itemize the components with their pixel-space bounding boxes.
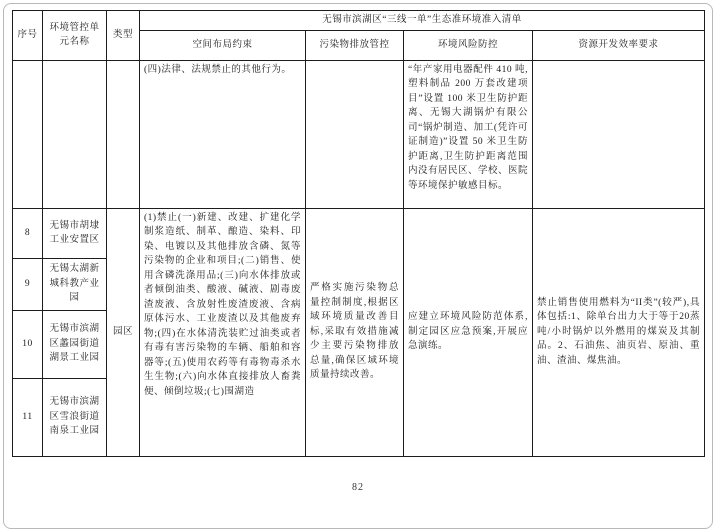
- continuation-risk-text: “年产家用电器配件 410 吨,塑料制品 200 万套改建项目”设置 100 米卫生防护距离、无锡大湖锅炉有限公司“锅炉制造、加工(凭许可证制造)”设置 50 米卫生防护距离,卫生防护距离范围内没有居民区、学校、医院等环境保护敏感目标。: [404, 60, 533, 208]
- row-index: 11: [13, 378, 43, 456]
- header-risk-prevention: 环境风险防控: [404, 30, 533, 60]
- empty-index-cell: [13, 60, 43, 208]
- empty-type-cell: [107, 60, 140, 208]
- table-title: 无锡市滨湖区“三线一单”生态准环境准入清单: [140, 11, 705, 31]
- continuation-row: [13, 60, 705, 208]
- header-index: 序号: [13, 11, 43, 61]
- group-risk-text: 应建立环境风险防范体系,制定园区应急预案,开展应急演练。: [404, 208, 533, 456]
- table-row: [13, 208, 705, 258]
- unit-name: 无锡太湖新城科教产业园: [43, 258, 107, 310]
- row-index: 10: [13, 310, 43, 378]
- type-cell: 园区: [107, 208, 140, 456]
- unit-name: 无锡市胡埭工业安置区: [43, 208, 107, 258]
- empty-unit-cell: [43, 60, 107, 208]
- header-row-title: [13, 11, 705, 31]
- unit-name: 无锡市滨湖区蠡园街道湖景工业园: [43, 310, 107, 378]
- header-resource-efficiency: 资源开发效率要求: [533, 30, 705, 60]
- group-spatial-text: (1)禁止(一)新建、改建、扩建化学制浆造纸、制革、酿造、染料、印染、电镀以及其他排放含磷、氮等污染物的企业和项目;(二)销售、使用含磷洗涤用品;(三)向水体排放或者倾倒油类、酸液、碱液、剧毒废渣废液、含放射性废渣废液、含病原体污水、工业废渣以及其他废弃物;(四)在水体清洗装贮过油类或者有毒有害污染物的车辆、船舶和容器等;(五)使用农药等有毒物毒杀水生生物;(六)向水体直接排放人畜粪便、倾倒垃圾;(七)围湖造: [140, 208, 306, 456]
- header-pollution-control: 污染物排放管控: [306, 30, 404, 60]
- unit-name: 无锡市滨湖区雪浪街道南泉工业园: [43, 378, 107, 456]
- row-index: 8: [13, 208, 43, 258]
- empty-resource-cell: [533, 60, 705, 208]
- group-resource-text: 禁止销售使用燃料为“II类”(较严),具体包括:1、除单台出力大于等于20蒸吨/小时锅炉以外燃用的煤炭及其制品。2、石油焦、油页岩、原油、重油、渣油、煤焦油。: [533, 208, 705, 456]
- header-type: 类型: [107, 11, 140, 61]
- empty-pollution-cell: [306, 60, 404, 208]
- header-unit-name: 环境管控单元名称: [43, 11, 107, 61]
- header-spatial-constraint: 空间布局约束: [140, 30, 306, 60]
- page-number: 82: [352, 482, 364, 493]
- row-index: 9: [13, 258, 43, 310]
- continuation-spatial-text: (四)法律、法规禁止的其他行为。: [140, 60, 306, 208]
- environment-admittance-table: [12, 10, 705, 457]
- group-pollution-text: 严格实施污染物总量控制制度,根据区域环境质量改善目标,采取有效措施减少主要污染物排放总量,确保区域环境质量持续改善。: [306, 208, 404, 456]
